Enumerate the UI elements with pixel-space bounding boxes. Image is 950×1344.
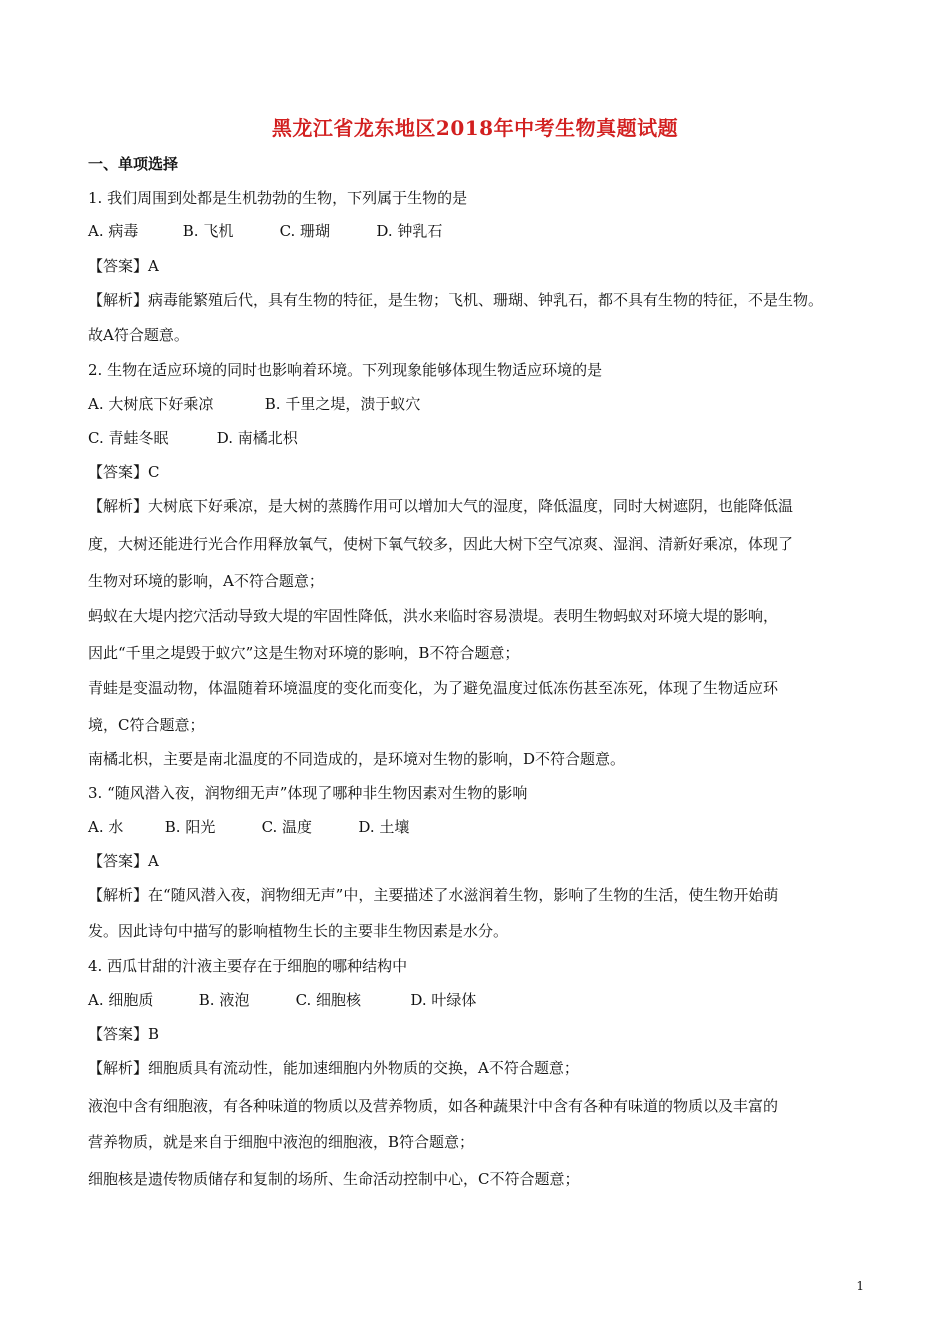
option-c: C. 温度: [261, 818, 313, 836]
question-2-explanation-line: 因此“千里之堤毁于蚁穴”这是生物对环境的影响，B不符合题意；: [88, 644, 520, 662]
option-d: D. 南橘北枳: [216, 429, 298, 447]
question-3-answer: 【答案】A: [88, 852, 159, 870]
question-1-explanation-line: 【解析】病毒能繁殖后代，具有生物的特征，是生物；飞机、珊瑚、钟乳石，都不具有生物的特征，不是生物。: [88, 291, 824, 309]
option-a: A. 水: [88, 818, 124, 836]
question-2-explanation-line: 青蛙是变温动物，体温随着环境温度的变化而变化，为了避免温度过低冻伤甚至冻死，体现了生物适应环: [88, 679, 779, 697]
question-2-explanation-line: 蚂蚁在大堤内挖穴活动导致大堤的牢固性降低，洪水来临时容易溃堤。表明生物蚂蚁对环境大堤的影响，: [88, 607, 779, 625]
option-b: B. 千里之堤，溃于蚁穴: [264, 395, 421, 413]
question-2-explanation-line: 度，大树还能进行光合作用释放氧气，使树下氧气较多，因此大树下空气凉爽、湿润、清新好乘凉，体现了: [88, 535, 794, 553]
question-4-explanation-line: 【解析】细胞质具有流动性，能加速细胞内外物质的交换，A不符合题意；: [88, 1059, 579, 1077]
question-2-options-row-2: [88, 428, 298, 448]
section-heading: 一、单项选择: [88, 155, 179, 173]
question-3-options: [88, 817, 409, 837]
option-d: D. 叶绿体: [410, 991, 477, 1009]
question-2-explanation-line: 境，C符合题意；: [88, 716, 205, 734]
page-title: 黑龙江省龙东地区2018年中考生物真题试题: [271, 116, 679, 140]
option-d: D. 土壤: [358, 818, 410, 836]
option-b: B. 液泡: [198, 991, 250, 1009]
option-b: B. 飞机: [182, 222, 234, 240]
option-c: C. 珊瑚: [279, 222, 331, 240]
option-a: A. 细胞质: [88, 991, 154, 1009]
option-c: C. 细胞核: [295, 991, 362, 1009]
option-b: B. 阳光: [164, 818, 216, 836]
question-1-answer: 【答案】A: [88, 257, 159, 275]
question-2-options-row-1: [88, 394, 420, 414]
question-4-explanation-line: 液泡中含有细胞液，有各种味道的物质以及营养物质，如各种蔬果汁中含有各种有味道的物质以及丰富的: [88, 1097, 779, 1115]
option-a: A. 病毒: [88, 222, 139, 240]
question-3-explanation-line: 【解析】在“随风潜入夜，润物细无声”中，主要描述了水滋润着生物，影响了生物的生活，使生物开始萌: [88, 886, 779, 904]
question-4-options: [88, 990, 476, 1010]
option-d: D. 钟乳石: [376, 222, 443, 240]
question-2-answer: 【答案】C: [88, 463, 160, 481]
question-1-explanation-line: 故A符合题意。: [88, 326, 189, 344]
question-2-explanation-line: 生物对环境的影响，A不符合题意；: [88, 572, 324, 590]
page-number: 1: [856, 1279, 864, 1293]
question-1-stem: 1. 我们周围到处都是生机勃勃的生物，下列属于生物的是: [88, 189, 468, 207]
question-4-answer: 【答案】B: [88, 1025, 160, 1043]
question-3-explanation-line: 发。因此诗句中描写的影响植物生长的主要非生物因素是水分。: [88, 922, 509, 940]
question-4-explanation-line: 营养物质，就是来自于细胞中液泡的细胞液，B符合题意；: [88, 1133, 475, 1151]
question-2-explanation-line: 南橘北枳，主要是南北温度的不同造成的，是环境对生物的影响，D不符合题意。: [88, 750, 626, 768]
question-1-options: [88, 221, 442, 241]
question-4-stem: 4. 西瓜甘甜的汁液主要存在于细胞的哪种结构中: [88, 957, 408, 975]
question-2-explanation-line: 【解析】大树底下好乘凉，是大树的蒸腾作用可以增加大气的湿度，降低温度，同时大树遮阴，也能降低温: [88, 497, 794, 515]
question-4-explanation-line: 细胞核是遗传物质储存和复制的场所、生命活动控制中心，C不符合题意；: [88, 1170, 580, 1188]
question-2-stem: 2. 生物在适应环境的同时也影响着环境。下列现象能够体现生物适应环境的是: [88, 361, 603, 379]
question-3-stem: 3. “随风潜入夜，润物细无声”体现了哪种非生物因素对生物的影响: [88, 784, 528, 802]
option-c: C. 青蛙冬眠: [88, 429, 169, 447]
option-a: A. 大树底下好乘凉: [88, 395, 214, 413]
